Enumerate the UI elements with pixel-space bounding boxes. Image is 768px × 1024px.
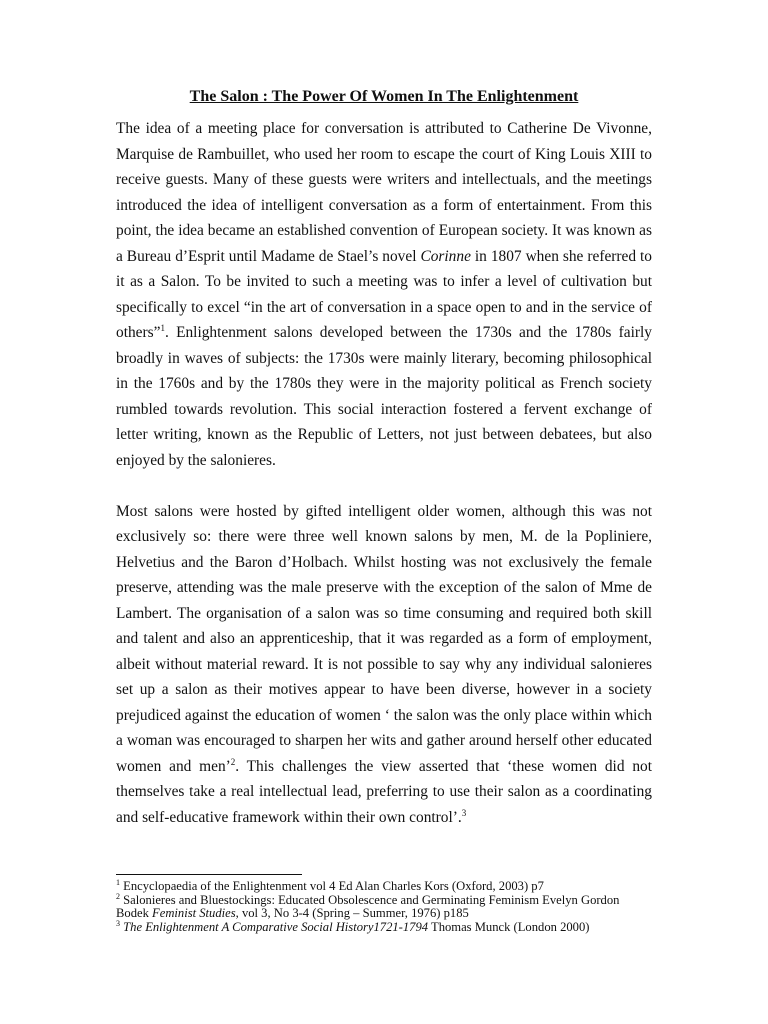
footnote-2-text-b: , vol 3, No 3-4 (Spring – Summer, 1976) p185 xyxy=(235,906,469,921)
footnotes xyxy=(116,877,652,934)
footnote-2-number: 2 xyxy=(116,891,120,901)
footnote-separator xyxy=(116,874,302,875)
footnote-ref-3[interactable]: 3 xyxy=(461,807,467,818)
footnote-2-text-a: Salonieres and Bluestockings: Educated Obsolescence and Germinating Feminism Evelyn Gordon Bodek xyxy=(116,892,620,921)
footnote-3 xyxy=(116,918,652,935)
paragraph-1-text-c: . Enlightenment salons developed between the 1730s and the 1780s fairly broadly in waves of subjects: the 1730s were mainly literary, becoming philosophical in the 1760s and by the 1780s they were in the majority political as French society rumbled towards revolution. This social interaction fostered a fervent exchange of letter writing, known as the Republic of Letters, not just between debatees, but also enjoyed by the salonieres. xyxy=(116,324,652,469)
paragraph-2 xyxy=(116,499,652,831)
document-body xyxy=(116,88,652,830)
footnote-ref-2[interactable]: 2 xyxy=(230,756,236,767)
paragraph-1 xyxy=(116,116,652,473)
paragraph-1-text-a: The idea of a meeting place for conversation is attributed to Catherine De Vivonne, Marquise de Rambuillet, who used her room to escape the court of King Louis XIII to receive guests. Many of these guests were writers and intellectuals, and the meetings introduced the idea of intelligent conversation as a form of entertainment. From this point, the idea became an established convention of European society. It was known as a Bureau d’Esprit until Madame de Stael’s novel xyxy=(116,120,652,265)
footnote-2 xyxy=(116,891,652,921)
footnote-3-text: Thomas Munck (London 2000) xyxy=(428,919,590,934)
document-title: The Salon : The Power Of Women In The Enlightenment xyxy=(189,88,579,105)
paragraph-2-text-b: . This challenges the view asserted that ‘these women did not themselves take a real intellectual lead, preferring to use their salon as a coordinating and self-educative framework within their own control’. xyxy=(116,757,652,826)
paragraph-1-text-b: in 1807 when she referred to it as a Salon. To be invited to such a meeting was to infer a level of cultivation but specifically to excel “in the art of conversation in a space open to and in the service of others” xyxy=(116,247,652,341)
footnote-ref-1[interactable]: 1 xyxy=(160,322,165,333)
paragraph-2-text-a: Most salons were hosted by gifted intelligent older women, although this was not exclusively so: there were three well known salons by men, M. de la Popliniere, Helvetius and the Baron d’Holbach. Whilst hosting was not exclusively the female preserve, attending was the male preserve with the exception of the salon of Mme de Lambert. The organisation of a salon was so time consuming and required both skill and talent and also an apprenticeship, that it was regarded as a form of employment, albeit without material reward. It is not possible to say why any individual salonieres set up a salon as their motives appear to have been diverse, however in a society prejudiced against the education of women ‘ the salon was the only place within which a woman was encouraged to sharpen her wits and gather around herself other educated women and men’ xyxy=(116,502,652,775)
footnote-3-book-title: The Enlightenment A Comparative Social History1721-1794 xyxy=(123,919,429,934)
footnote-3-number: 3 xyxy=(116,918,120,928)
footnote-1-text: Encyclopaedia of the Enlightenment vol 4 Ed Alan Charles Kors (Oxford, 2003) p7 xyxy=(123,879,544,893)
footnote-1 xyxy=(116,877,652,894)
footnote-1-number: 1 xyxy=(116,877,120,887)
footnote-2-journal: Feminist Studies xyxy=(152,906,236,921)
novel-title-corinne: Corinne xyxy=(420,247,471,265)
